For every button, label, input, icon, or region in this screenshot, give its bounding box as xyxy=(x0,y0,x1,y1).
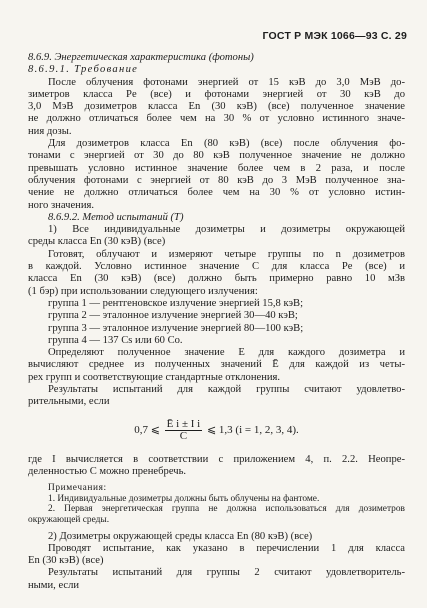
text-line: Определяют полученное значение E для каждого дозиметра и xyxy=(48,347,405,359)
text-line: чение не должно отличаться более чем на 30 % от условно истин- xyxy=(28,187,405,199)
text-line: ния дозы. xyxy=(28,125,72,137)
formula-numerator: Ē i ± I i xyxy=(166,417,201,430)
text-line: (1 бэр) при использовании следующего излучения: xyxy=(28,285,258,297)
text-line: Готовят, облучают и измеряют четыре группы по n дозиметров xyxy=(48,248,405,260)
text-line: 2) Дозиметры окружающей среды класса En (80 кэВ) (все) xyxy=(48,530,313,542)
text-line: группа 4 — 137 Cs или 60 Co. xyxy=(48,334,183,346)
formula-explanation xyxy=(28,454,405,479)
text-line: класса En (30 кэВ) (все) должно быть примерно равно 10 мЗв xyxy=(28,273,405,285)
text-line: Проводят испытание, как указано в перечислении 1 для класса xyxy=(48,542,405,554)
text-line: Для дозиметров класса En (80 кэВ) (все) после облучения фо- xyxy=(48,138,405,150)
formula-denominator: C xyxy=(179,429,188,442)
note-item: 2. Первая энергетическая группа не должна использоваться для дозиметров xyxy=(48,504,405,515)
text-line: в каждой. Условно истинное значение C для класса Pe (все) и xyxy=(28,261,405,273)
text-line: рех групп и соответствующие стандартные отклонения. xyxy=(28,371,281,383)
text-line: После облучения фотонами энергией от 15 кэВ до 3,0 МэВ до- xyxy=(48,76,405,88)
page-header: ГОСТ Р МЭК 1066—93 С. 29 xyxy=(262,30,407,42)
text-line: ными, если xyxy=(28,579,80,591)
text-line: вычисляют среднее из полученных значений Ē для каждой из четы- xyxy=(28,359,405,371)
text-line: группа 3 — эталонное излучение энергией 80—100 кэВ; xyxy=(48,322,304,334)
text-line: среды класса En (30 кэВ) (все) xyxy=(28,236,166,248)
text-line: Результаты испытаний для группы 2 считают удовлетворитель- xyxy=(48,567,405,579)
closing-text xyxy=(28,531,405,592)
formula-fraction xyxy=(165,419,203,442)
text-line: деленностью C можно пренебречь. xyxy=(28,465,187,477)
text-line: превышать условно истинное значение более чем в 2 раза, и после xyxy=(28,162,405,174)
formula-right: ⩽ 1,3 (i = 1, 2, 3, 4). xyxy=(206,423,299,436)
text-line: зиметров класса Pe (все) и фотонами энергией от 30 кэВ до xyxy=(28,88,405,100)
text-line: группа 2 — эталонное излучение энергией 30—40 кэВ; xyxy=(48,310,298,322)
notes-items xyxy=(28,494,405,526)
text-line: где I вычисляется в соответствии с приложением 4, п. 2.2. Неопре- xyxy=(28,453,405,465)
note-item: окружающей среды. xyxy=(28,514,110,525)
text-line: 1) Все индивидуальные дозиметры и дозиметры окружающей xyxy=(48,224,405,236)
notes-block xyxy=(28,483,405,525)
document-body xyxy=(28,52,405,592)
note-item: 1. Индивидуальные дозиметры должны быть облучены на фантоме. xyxy=(48,493,320,504)
text-line: 8.6.9. Энергетическая характеристика (фотоны) xyxy=(28,52,254,63)
formula-left: 0,7 ⩽ xyxy=(134,423,160,436)
text-line: облучения фотонами с энергией от 80 кэВ до 3 МэВ полученное зна- xyxy=(28,174,405,186)
text-line: En (30 кэВ) (все) xyxy=(28,555,104,567)
text-line: группа 1 — рентгеновское излучение энергией 15,8 кэВ; xyxy=(48,297,304,309)
notes-title: Примечания: xyxy=(48,483,107,494)
formula xyxy=(28,419,405,442)
main-text xyxy=(28,52,405,409)
text-line: тонами с энергией от 30 до 80 кэВ полученное значение не должно xyxy=(28,150,405,162)
text-line: рительными, если xyxy=(28,396,110,408)
text-line: 3,0 МэВ дозиметров класса En (30 кэВ) (все) полученное значение xyxy=(28,101,405,113)
text-line: Результаты испытаний для каждой группы считают удовлетво- xyxy=(48,384,405,396)
text-line: 8.6.9.2. Метод испытаний (Т) xyxy=(48,211,184,223)
text-line: 8.6.9.1. Требование xyxy=(28,64,139,76)
text-line: ного значения. xyxy=(28,199,95,211)
text-line: не должно отличаться более чем на 30 % от условно истинного значе- xyxy=(28,113,405,125)
